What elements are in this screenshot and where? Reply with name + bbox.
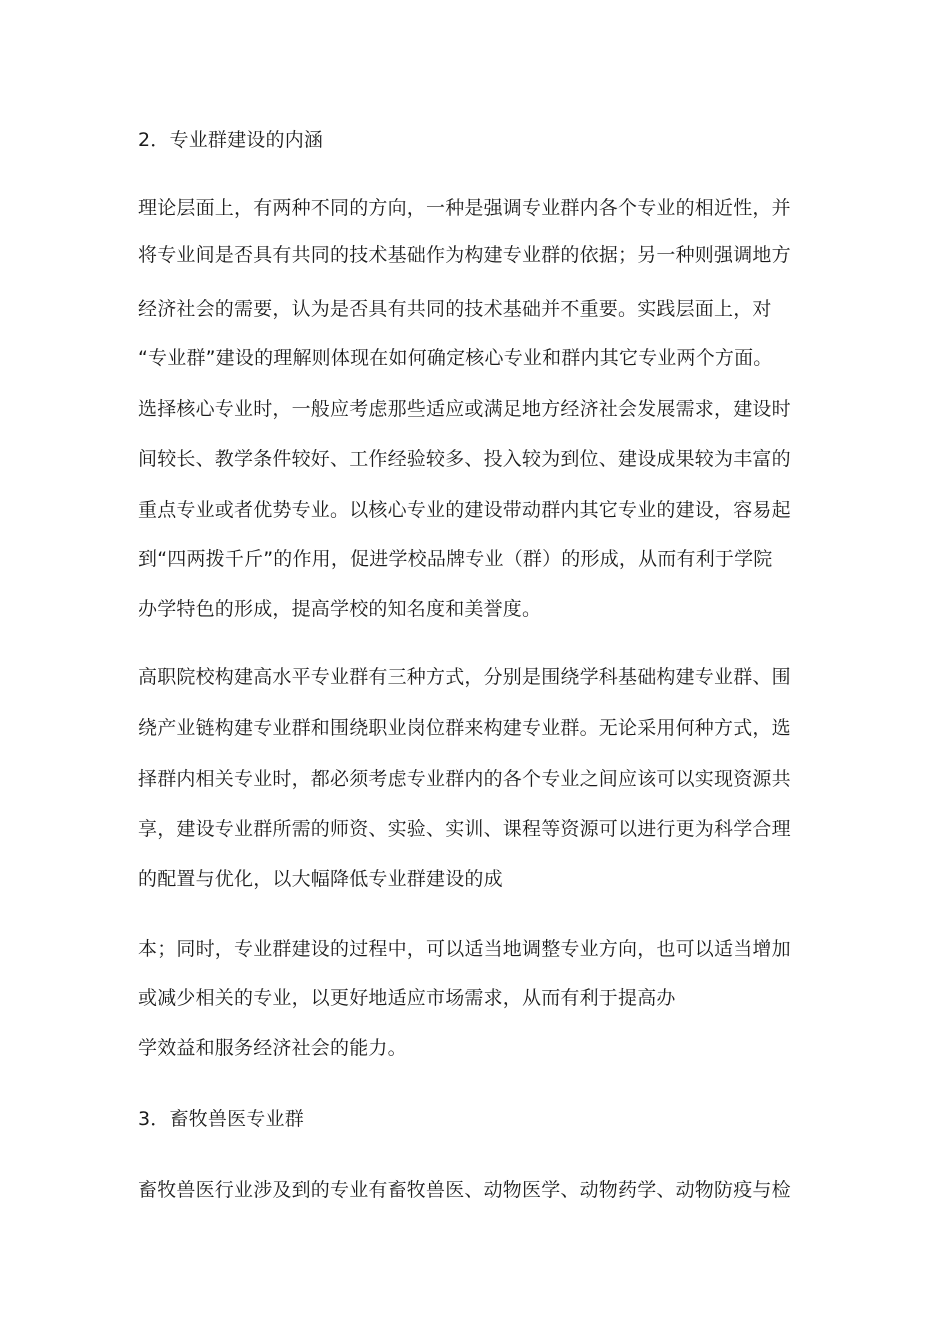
- text-line: 间较长、教学条件较好、工作经验较多、投入较为到位、建设成果较为丰富的: [138, 448, 791, 470]
- text-line: 学效益和服务经济社会的能力。: [138, 1037, 407, 1059]
- text-line: 择群内相关专业时，都必须考虑专业群内的各个专业之间应该可以实现资源共: [138, 768, 791, 790]
- text-line: 畜牧兽医行业涉及到的专业有畜牧兽医、动物医学、动物药学、动物防疫与检: [138, 1179, 791, 1201]
- section-heading: 2．专业群建设的内涵: [138, 129, 324, 151]
- text-line: 选择核心专业时，一般应考虑那些适应或满足地方经济社会发展需求，建设时: [138, 398, 791, 420]
- text-line: 享，建设专业群所需的师资、实验、实训、课程等资源可以进行更为科学合理: [138, 818, 791, 840]
- text-line: 办学特色的形成，提高学校的知名度和美誉度。: [138, 598, 542, 620]
- text-line: 高职院校构建高水平专业群有三种方式，分别是围绕学科基础构建专业群、围: [138, 666, 791, 688]
- text-line: 绕产业链构建专业群和围绕职业岗位群来构建专业群。无论采用何种方式，选: [138, 717, 791, 739]
- text-line: 经济社会的需要，认为是否具有共同的技术基础并不重要。实践层面上，对: [138, 298, 772, 320]
- text-line: 重点专业或者优势专业。以核心专业的建设带动群内其它专业的建设，容易起: [138, 499, 791, 521]
- text-line: 本；同时，专业群建设的过程中，可以适当地调整专业方向，也可以适当增加: [138, 938, 791, 960]
- text-line: “专业群”建设的理解则体现在如何确定核心专业和群内其它专业两个方面。: [138, 347, 773, 369]
- section-heading: 3．畜牧兽医专业群: [138, 1108, 304, 1130]
- text-line: 将专业间是否具有共同的技术基础作为构建专业群的依据；另一种则强调地方: [138, 244, 791, 266]
- text-line: 到“四两拨千斤”的作用，促进学校品牌专业（群）的形成，从而有利于学院: [138, 548, 773, 570]
- text-line: 理论层面上，有两种不同的方向，一种是强调专业群内各个专业的相近性，并: [138, 197, 791, 219]
- text-line: 或减少相关的专业，以更好地适应市场需求，从而有利于提高办: [138, 987, 676, 1009]
- text-line: 的配置与优化，以大幅降低专业群建设的成: [138, 868, 503, 890]
